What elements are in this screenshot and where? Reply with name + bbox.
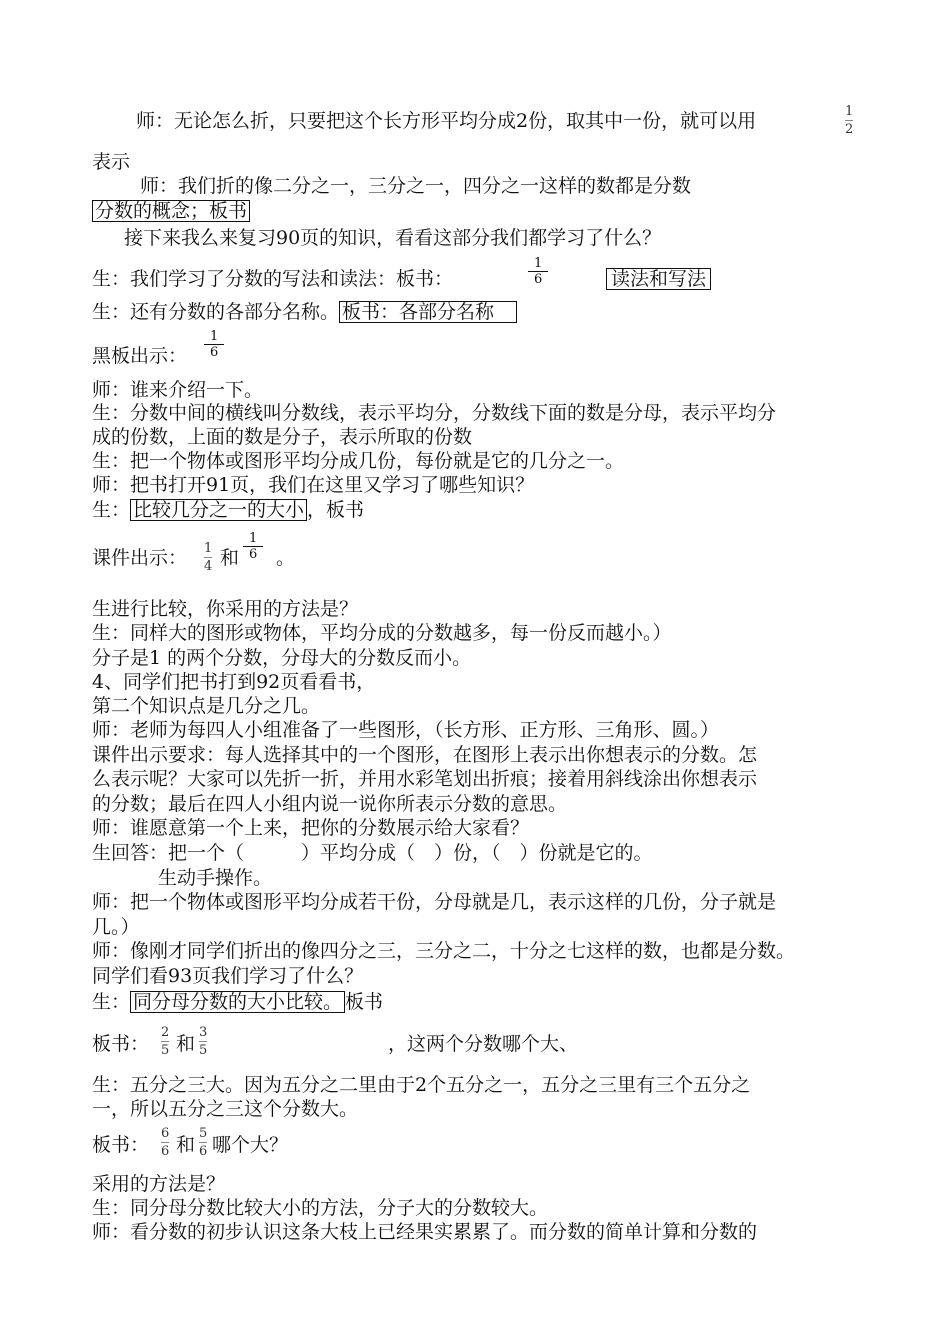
text: 分子是1 的两个分数，分母大的分数反而小。 <box>92 647 472 669</box>
denominator: 5 <box>161 1043 170 1058</box>
para-line <box>92 671 375 693</box>
denominator: 4 <box>204 559 213 574</box>
para-line <box>92 647 471 669</box>
para-line <box>124 227 661 249</box>
para-line <box>92 793 567 815</box>
denominator: 6 <box>210 345 219 360</box>
text: 课件出示要求：每人选择其中的一个图形，在图形上表示出你想表示的分数。怎 <box>92 744 758 766</box>
para-line <box>212 1134 288 1156</box>
para-line <box>92 1173 225 1195</box>
para-line <box>92 200 250 222</box>
text: 生： <box>92 499 131 521</box>
para-line <box>92 268 453 290</box>
para-line <box>92 402 776 424</box>
numerator: 1 <box>204 541 213 556</box>
para-line <box>92 916 140 938</box>
para-line <box>92 301 517 323</box>
para-line <box>92 151 130 173</box>
para-line <box>220 547 239 569</box>
para-line <box>276 547 295 569</box>
denominator: 6 <box>199 1144 208 1159</box>
text: 么表示呢？大家可以先折一折，并用水彩笔划出折痕；接着用斜线涂出你想表示 <box>92 768 758 790</box>
numerator: 1 <box>528 256 548 272</box>
text: 师：谁愿意第一个上来，把你的分数展示给大家看？ <box>92 817 530 839</box>
text: 生进行比较，你采用的方法是？ <box>92 598 359 620</box>
fraction-two-fifths <box>161 1025 169 1058</box>
text: 生：五分之三大。因为五分之二里由于2个五分之一，五分之三里有三个五分之 <box>92 1074 751 1096</box>
numerator: 6 <box>161 1126 170 1141</box>
text: 采用的方法是？ <box>92 1173 226 1195</box>
text: 生：还有分数的各部分名称。 <box>92 301 340 323</box>
para-line <box>92 1074 750 1096</box>
text: 板书 <box>345 991 384 1013</box>
para-line <box>92 622 672 644</box>
text: 生：把一个物体或图形平均分成几份，每份就是它的几分之一。 <box>92 450 625 472</box>
boxed-label: 比较几分之一的大小 <box>130 499 307 521</box>
para-line <box>92 426 472 448</box>
boxed-label: 同分母分数的大小比较。 <box>130 991 345 1013</box>
text: 生：分数中间的横线叫分数线，表示平均分，分数线下面的数是分母，表示平均分 <box>92 402 777 424</box>
para-line <box>92 598 358 620</box>
numerator: 5 <box>199 1126 208 1141</box>
text: 生动手操作。 <box>158 867 273 889</box>
text: ，板书 <box>307 499 365 521</box>
para-line <box>158 867 272 889</box>
text: 课件出示： <box>92 547 188 569</box>
text: 接下来我么来复习90页的知识，看看这部分我们都学习了什么？ <box>124 227 662 249</box>
text: 师：看分数的初步认识这条大枝上已经果实累累了。而分数的简单计算和分数的 <box>92 1221 758 1243</box>
para-line <box>92 450 624 472</box>
text: 表示 <box>92 151 131 173</box>
para-line <box>92 940 795 962</box>
text: 师：无论怎么折，只要把这个长方形平均分成2份，取其中一份，就可以用 <box>136 110 757 132</box>
numerator: 1 <box>204 329 224 345</box>
para-line <box>606 268 711 290</box>
para-line <box>92 965 363 987</box>
para-line <box>92 719 719 741</box>
text: 和 <box>176 1033 196 1055</box>
text: 同学们看93页我们学习了什么？ <box>92 965 364 987</box>
text: 师：像刚才同学们折出的像四分之三，三分之二，十分之七这样的数，也都是分数。 <box>92 940 796 962</box>
text: 师：把一个物体或图形平均分成若干份，分母就是几，表示这样的几份，分子就是 <box>92 891 777 913</box>
text: 4、同学们把书打到92页看看书， <box>92 671 376 693</box>
para-line <box>92 1098 358 1120</box>
denominator: 6 <box>249 547 258 562</box>
fraction-one-sixth <box>243 531 263 562</box>
para-line <box>176 1134 195 1156</box>
text: 生：同分母分数比较大小的方法，分子大的分数较大。 <box>92 1197 549 1219</box>
text: 板书： <box>92 1033 150 1055</box>
boxed-label: 读法和写法 <box>606 268 711 290</box>
denominator: 6 <box>534 272 543 287</box>
numerator: 1 <box>845 104 854 119</box>
denominator: 5 <box>199 1043 208 1058</box>
text: 生：我们学习了分数的写法和读法：板书： <box>92 268 454 290</box>
para-line <box>136 110 756 132</box>
text: 几。） <box>92 916 140 938</box>
text: 生：同样大的图形或物体，平均分成的分数越多，每一份反而越小。） <box>92 622 672 644</box>
fraction-one-quarter <box>204 541 212 574</box>
text: ，这两个分数哪个大、 <box>388 1033 579 1055</box>
text: 生回答：把一个（ ）平均分成（ ）份，（ ）份就是它的。 <box>92 842 653 864</box>
para-line <box>92 499 364 521</box>
numerator: 3 <box>199 1025 208 1040</box>
fraction-three-fifths <box>199 1025 207 1058</box>
para-line <box>92 817 529 839</box>
text: 成的份数，上面的数是分子，表示所取的份数 <box>92 426 473 448</box>
para-line <box>92 842 653 864</box>
para-line <box>92 991 383 1013</box>
text: 。 <box>276 547 296 569</box>
para-line <box>176 1033 195 1055</box>
para-line <box>92 474 534 496</box>
para-line <box>92 1197 548 1219</box>
text: 一，所以五分之三这个分数大。 <box>92 1098 359 1120</box>
para-line <box>92 891 776 913</box>
text: 师：谁来介绍一下。 <box>92 379 264 401</box>
para-line <box>388 1033 578 1055</box>
numerator: 2 <box>161 1025 170 1040</box>
fraction-six-sixths <box>161 1126 169 1159</box>
para-line <box>92 695 320 717</box>
text: 生： <box>92 991 131 1013</box>
para-line <box>140 175 691 197</box>
text: 和 <box>220 547 240 569</box>
denominator: 2 <box>845 122 854 137</box>
text: 第二个知识点是几分之几。 <box>92 695 321 717</box>
text: 板书： <box>92 1134 150 1156</box>
para-line <box>92 768 757 790</box>
para-line <box>92 547 187 569</box>
fraction-one-sixth <box>204 329 224 360</box>
para-line <box>92 1033 149 1055</box>
text: 哪个大？ <box>212 1134 289 1156</box>
text: 师：老师为每四人小组准备了一些图形，（长方形、正方形、三角形、圆。） <box>92 719 720 741</box>
text: 师：我们折的像二分之一，三分之一，四分之一这样的数都是分数 <box>140 175 692 197</box>
boxed-label: 板书：各部分名称 <box>339 301 517 323</box>
para-line <box>92 1134 149 1156</box>
text: 师：把书打开91页，我们在这里又学习了哪些知识？ <box>92 474 535 496</box>
text: 的分数；最后在四人小组内说一说你所表示分数的意思。 <box>92 793 568 815</box>
para-line <box>92 1221 757 1243</box>
denominator: 6 <box>161 1144 170 1159</box>
para-line <box>92 379 263 401</box>
fraction-one-sixth <box>528 256 548 287</box>
text: 和 <box>176 1134 196 1156</box>
numerator: 1 <box>243 531 263 547</box>
para-line <box>92 744 757 766</box>
text: 黑板出示： <box>92 345 188 367</box>
boxed-label: 分数的概念；板书 <box>92 200 250 222</box>
fraction-five-sixths <box>199 1126 207 1159</box>
para-line <box>92 345 187 367</box>
fraction-one-half <box>845 104 853 137</box>
